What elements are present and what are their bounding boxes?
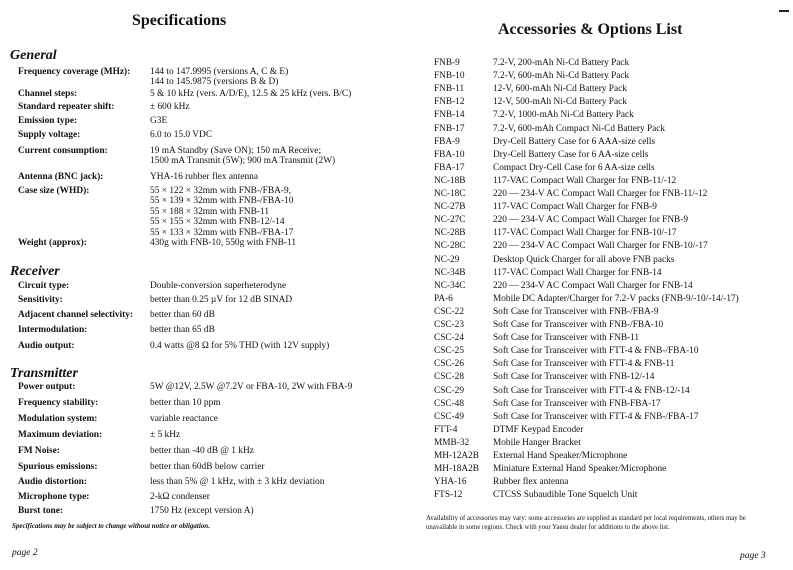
spec-label: Frequency stability:	[18, 398, 99, 408]
spec-label: Supply voltage:	[18, 130, 81, 140]
accessory-description: 220 — 234-V AC Compact Wall Charger for FNB-10/-17	[493, 241, 708, 252]
spec-value: G3E	[150, 116, 168, 126]
accessory-model: NC-34B	[434, 267, 466, 278]
accessory-model: YHA-16	[434, 477, 467, 488]
spec-value: better than -40 dB @ 1 kHz	[150, 446, 254, 456]
accessory-model: CSC-26	[434, 359, 464, 370]
accessory-description: Soft Case for Transceiver with FTT-4 & FNB-/FBA-17	[493, 411, 699, 422]
spec-label: Microphone type:	[18, 492, 90, 502]
accessory-description: Dry-Cell Battery Case for 6 AAA-size cells	[493, 136, 656, 147]
accessory-description: 220 — 234-V AC Compact Wall Charger for FNB-14	[493, 280, 693, 291]
spec-label: Modulation system:	[18, 414, 98, 424]
accessory-description: External Hand Speaker/Microphone	[493, 451, 628, 461]
accessory-model: FNB-14	[434, 110, 465, 121]
page-3	[400, 0, 793, 570]
spec-value: 2-kΩ condenser	[150, 492, 210, 502]
accessory-description: Soft Case for Transceiver with FTT-4 & FNB-11	[493, 359, 675, 370]
accessory-description: 7.2-V, 1000-mAh Ni-Cd Battery Pack	[493, 110, 634, 121]
accessory-description: 220 — 234-V AC Compact Wall Charger for FNB-11/-12	[493, 189, 708, 199]
spec-label: Current consumption:	[18, 146, 108, 156]
accessory-model: FBA-9	[434, 136, 460, 147]
accessory-description: CTCSS Subaudible Tone Squelch Unit	[493, 490, 638, 501]
availability-note: Availability of accessories may vary: some accessories are supplied as standard per local requirements, others may be unavailable in some regions. Check with your Yaesu dealer for additions to the above list.	[426, 515, 746, 531]
spec-value: 0.4 watts @8 Ω for 5% THD (with 12V supply)	[150, 341, 330, 351]
accessories-title: Accessories & Options List	[498, 21, 683, 38]
spec-value: variable reactance	[150, 414, 218, 424]
accessory-description: Soft Case for Transceiver with FNB-FBA-17	[493, 398, 661, 409]
spec-value: better than 60 dB	[150, 310, 215, 320]
accessory-model: CSC-23	[434, 320, 464, 330]
accessory-model: FNB-12	[434, 97, 465, 108]
accessory-model: CSC-28	[434, 372, 464, 383]
specifications-title: Specifications	[132, 12, 227, 29]
spec-value: Double-conversion superheterodyne	[150, 281, 287, 291]
spec-label: Circuit type:	[18, 281, 70, 291]
accessory-model: NC-34C	[434, 280, 466, 291]
spec-value: less than 5% @ 1 kHz, with ± 3 kHz deviation	[150, 477, 325, 487]
spec-value: 1750 Hz (except version A)	[150, 506, 254, 516]
accessory-description: 220 — 234-V AC Compact Wall Charger for FNB-9	[493, 215, 688, 226]
accessory-model: FNB-17	[434, 123, 465, 134]
accessory-model: MH-12A2B	[434, 451, 479, 461]
accessory-description: DTMF Keypad Encoder	[493, 424, 584, 435]
spec-label: Spurious emissions:	[18, 462, 98, 472]
spec-label: Intermodulation:	[18, 325, 88, 335]
spec-label: Frequency coverage (MHz):	[18, 67, 131, 77]
accessory-description: Mobile DC Adapter/Charger for 7.2-V packs (FNB-9/-10/-14/-17)	[493, 293, 739, 304]
corner-mark	[779, 10, 789, 12]
accessory-model: NC-27C	[434, 215, 466, 226]
accessory-description: Dry-Cell Battery Case for 6 AA-size cells	[493, 149, 649, 160]
spec-value: 5W @12V, 2.5W @7.2V or FBA-10, 2W with FBA-9	[150, 382, 353, 392]
accessory-model: PA-6	[434, 293, 453, 304]
accessory-model: FBA-10	[434, 149, 465, 160]
accessory-description: Miniature External Hand Speaker/Microphone	[493, 464, 667, 475]
accessory-description: 7.2-V, 600-mAh Compact Ni-Cd Battery Pack	[493, 123, 666, 134]
spec-label: Audio distortion:	[18, 477, 88, 487]
spec-value: better than 65 dB	[150, 325, 215, 335]
accessory-description: Soft Case for Transceiver with FNB-12/-14	[493, 372, 655, 383]
accessory-description: Desktop Quick Charger for all above FNB packs	[493, 254, 675, 265]
accessory-model: MH-18A2B	[434, 464, 479, 475]
accessory-model: CSC-24	[434, 333, 464, 344]
spec-label: Emission type:	[18, 116, 78, 126]
spec-label: Adjacent channel selectivity:	[18, 310, 134, 320]
accessory-model: FNB-9	[434, 58, 460, 68]
spec-value: 19 mA Standby (Save ON); 150 mA Receive; 1500 mA Transmit (5W); 900 mA Transmit (2W)	[150, 146, 336, 167]
spec-value: 55 × 122 × 32mm with FNB-/FBA-9, 55 × 139 × 32mm with FNB-/FBA-10 55 × 188 × 32mm with FNB-11 55 × 155 × 32mm with FNB-12/-14 55 × 133 × 32mm with FNB-/FBA-17	[150, 186, 294, 238]
spec-label: Channel steps:	[18, 89, 78, 99]
accessory-model: CSC-49	[434, 411, 464, 422]
spec-label: Case size (WHD):	[18, 186, 90, 196]
accessory-description: Soft Case for Transceiver with FNB-/FBA-10	[493, 320, 664, 330]
accessory-model: FNB-11	[434, 84, 465, 95]
spec-value: better than 60dB below carrier	[150, 462, 265, 472]
accessory-model: CSC-29	[434, 385, 464, 396]
spec-value: 6.0 to 15.0 VDC	[150, 130, 213, 140]
accessory-model: CSC-22	[434, 306, 464, 317]
page-number-left: page 2	[12, 548, 38, 558]
spec-value: ± 600 kHz	[150, 102, 190, 112]
accessory-model: CSC-25	[434, 346, 464, 357]
section-heading-transmitter: Transmitter	[10, 366, 78, 381]
spec-value: 5 & 10 kHz (vers. A/D/E), 12.5 & 25 kHz (vers. B/C)	[150, 89, 352, 99]
spec-value: better than 10 ppm	[150, 398, 221, 408]
accessory-model: NC-27B	[434, 202, 466, 213]
spec-label: Standard repeater shift:	[18, 102, 115, 112]
accessory-model: NC-28C	[434, 241, 466, 252]
spec-label: Burst tone:	[18, 506, 64, 516]
accessory-description: Soft Case for Transceiver with FTT-4 & FNB-/FBA-10	[493, 346, 699, 357]
accessory-description: 117-VAC Compact Wall Charger for FNB-14	[493, 267, 662, 278]
spec-label: Weight (approx):	[18, 238, 87, 248]
spec-label: Audio output:	[18, 341, 75, 351]
accessory-model: FTS-12	[434, 490, 463, 501]
accessory-model: MMB-32	[434, 437, 470, 448]
accessory-description: 12-V, 500-mAh Ni-Cd Battery Pack	[493, 97, 627, 108]
spec-value: 430g with FNB-10, 550g with FNB-11	[150, 238, 297, 248]
spec-value: ± 5 kHz	[150, 430, 181, 440]
spec-value: 144 to 147.9995 (versions A, C & E) 144 to 145.9875 (versions B & D)	[150, 67, 289, 88]
spec-value: YHA-16 rubber flex antenna	[150, 172, 259, 182]
accessory-model: NC-18B	[434, 175, 466, 186]
spec-label: Sensitivity:	[18, 295, 63, 305]
accessory-description: Soft Case for Transceiver with FNB-/FBA-9	[493, 306, 659, 317]
spec-label: Power output:	[18, 382, 76, 392]
accessory-description: 117-VAC Compact Wall Charger for FNB-9	[493, 202, 657, 213]
accessory-description: Soft Case for Transceiver with FTT-4 & FNB-12/-14	[493, 385, 690, 396]
accessory-model: NC-29	[434, 254, 460, 265]
accessory-model: FTT-4	[434, 424, 458, 435]
accessory-description: 117-VAC Compact Wall Charger for FNB-11/-12	[493, 175, 677, 186]
accessory-model: FNB-10	[434, 71, 465, 82]
accessory-model: NC-18C	[434, 189, 466, 199]
accessory-description: Compact Dry-Cell Case for 6 AA-size cells	[493, 162, 655, 173]
accessory-description: 7.2-V, 200-mAh Ni-Cd Battery Pack	[493, 58, 630, 68]
spec-label: Antenna (BNC jack):	[18, 172, 104, 182]
section-heading-general: General	[10, 48, 57, 63]
accessory-model: CSC-48	[434, 398, 464, 409]
accessory-description: Mobile Hanger Bracket	[493, 437, 581, 448]
accessory-model: FBA-17	[434, 162, 465, 173]
accessory-description: 7.2-V, 600-mAh Ni-Cd Battery Pack	[493, 71, 630, 82]
specs-change-note: Specifications may be subject to change without notice or obligation.	[12, 522, 210, 530]
accessory-description: 12-V, 600-mAh Ni-Cd Battery Pack	[493, 84, 627, 95]
section-heading-receiver: Receiver	[10, 264, 60, 279]
accessory-description: Rubber flex antenna	[493, 477, 569, 488]
spec-label: FM Noise:	[18, 446, 60, 456]
accessory-description: Soft Case for Transceiver with FNB-11	[493, 333, 640, 344]
page-number-right: page 3	[740, 551, 766, 561]
accessory-model: NC-28B	[434, 228, 466, 239]
spec-label: Maximum deviation:	[18, 430, 103, 440]
accessory-description: 117-VAC Compact Wall Charger for FNB-10/-17	[493, 228, 677, 239]
spec-value: better than 0.25 µV for 12 dB SINAD	[150, 295, 293, 305]
